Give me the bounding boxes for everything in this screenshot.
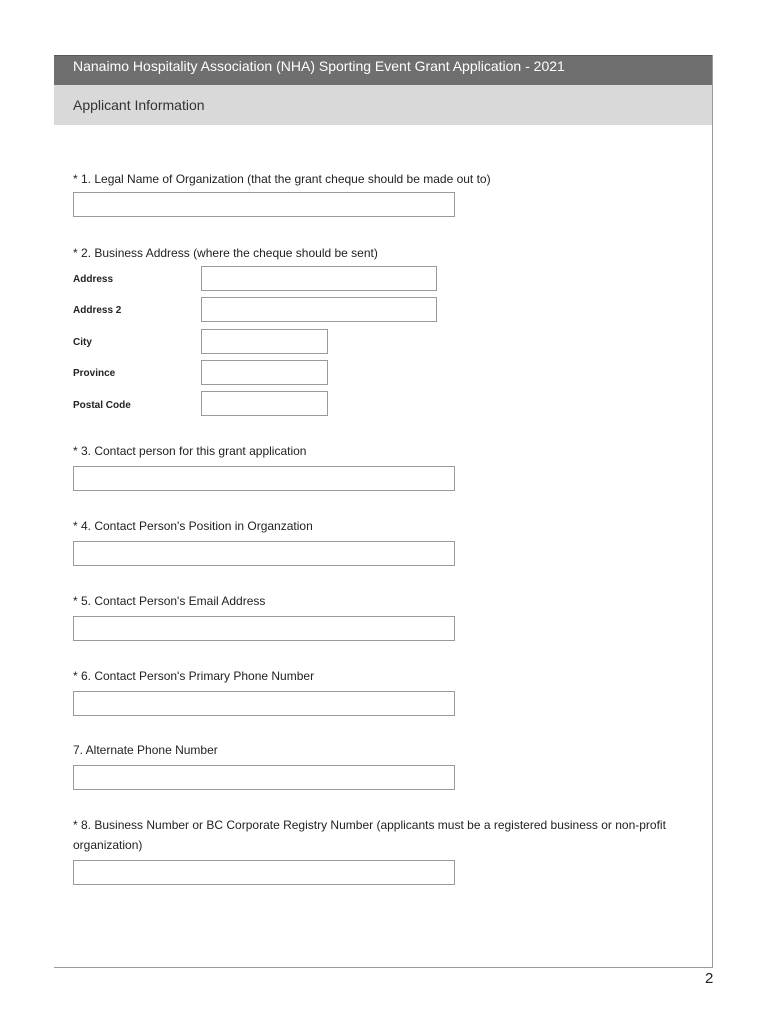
- address-2-input[interactable]: [201, 297, 437, 322]
- question-3-label: * 3. Contact person for this grant application: [73, 444, 307, 458]
- form-title: Nanaimo Hospitality Association (NHA) Sporting Event Grant Application - 2021: [54, 55, 712, 85]
- primary-phone-input[interactable]: [73, 691, 455, 716]
- province-input[interactable]: [201, 360, 328, 385]
- question-2-label: * 2. Business Address (where the cheque should be sent): [73, 246, 378, 260]
- address-label: Address: [73, 274, 114, 285]
- question-7-label: 7. Alternate Phone Number: [73, 743, 218, 757]
- contact-person-input[interactable]: [73, 466, 455, 491]
- question-4-label: * 4. Contact Person's Position in Organzation: [73, 519, 313, 533]
- form-page: [54, 55, 713, 968]
- question-8-label: * 8. Business Number or BC Corporate Registry Number (applicants must be a registered business or non-profit organization): [73, 818, 666, 852]
- legal-name-input[interactable]: [73, 192, 455, 217]
- province-label: Province: [73, 368, 116, 379]
- section-header: Applicant Information: [54, 85, 712, 125]
- alternate-phone-input[interactable]: [73, 765, 455, 790]
- page-number: 2: [705, 970, 714, 987]
- address-input[interactable]: [201, 266, 437, 291]
- question-1-label: * 1. Legal Name of Organization (that the grant cheque should be made out to): [73, 172, 491, 186]
- address-2-label: Address 2: [73, 305, 122, 316]
- business-number-input[interactable]: [73, 860, 455, 885]
- question-6-label: * 6. Contact Person's Primary Phone Number: [73, 669, 315, 683]
- question-5-label: * 5. Contact Person's Email Address: [73, 594, 266, 608]
- contact-position-input[interactable]: [73, 541, 455, 566]
- postal-code-input[interactable]: [201, 391, 328, 416]
- city-input[interactable]: [201, 329, 328, 354]
- city-label: City: [73, 337, 92, 348]
- contact-email-input[interactable]: [73, 616, 455, 641]
- postal-code-label: Postal Code: [73, 400, 131, 411]
